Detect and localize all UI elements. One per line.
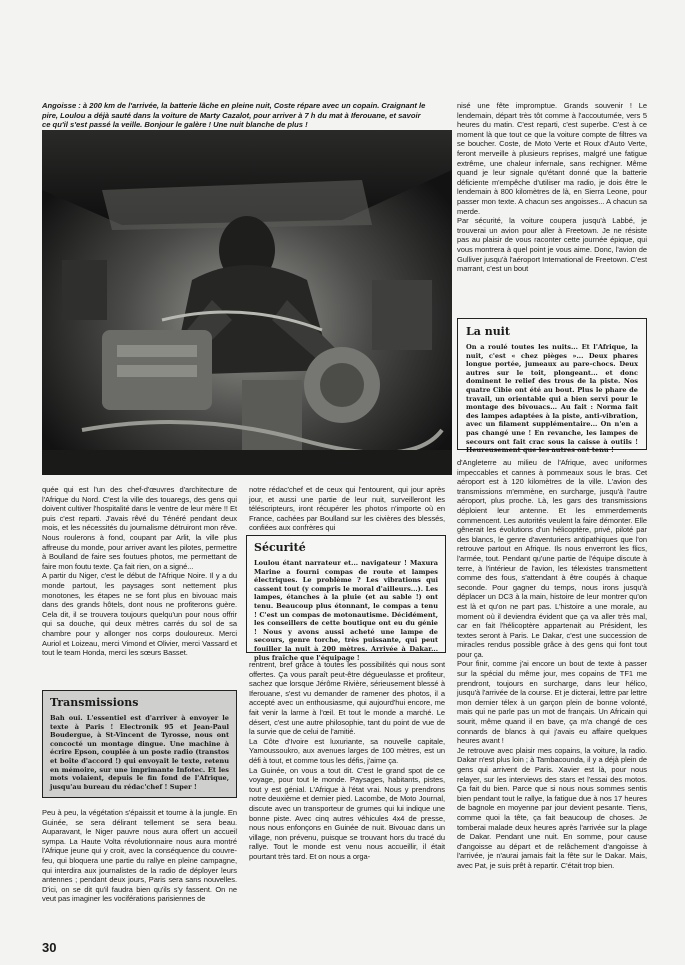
column-1-bottom [42,808,237,904]
right-column-top [457,101,647,274]
body-paragraph: Peu à peu, la végétation s'épaissit et tourne à la jungle. En Guinée, se sera délirant tellement se sera beau. Auparavant, le Niger pauvre nous aura offert un accueil sympa. La Haute Volta révolutionnaire nous aura montré l'Afrique jeune qui y croit, avec la conséquence du couvre-feu, qui bloquera une partie du rallye en pleine campagne, qui interdira aux journalistes de la radio de déployer leurs antennes ; pendant deux jours, Paris sera sans nouvelles. D'ici, on se dit qu'il faudra bien qu'ils s'y fassent. On ne veut pas imaginer les vociférations parisiennes de [42,808,237,904]
body-paragraph: quée qui est l'un des chef-d'œuvres d'architecture de l'Afrique du Nord. C'est la ville des touaregs, des gens qui doivent cultiver l'hospitalité dans le ventre de leur mère !! Et puis c'est reparti. J'avais rêvé du Ténéré pendant deux mois, et les nécessités du journalisme détruiront mon rêve. Nous roulerons à fond, coupant par Arlit, la ville plus affreuse du monde, pour arriver avant les pilotes, permettre à Boulland de faire ses foutues photos, me permettant de faire mon foutu texte. Ça fait rien, on a signé... [42,485,237,571]
body-paragraph: La Côte d'Ivoire est luxuriante, sa nouvelle capitale, Yamoussoukro, aux avenues larges de 100 mètres, est un défi à tout, et comme tous les défis, j'aime ça. [249,736,445,765]
column-2-bottom [249,660,445,861]
body-paragraph: Par sécurité, la voiture coupera jusqu'à Labbé, je trouverai un avion pour aller à Freetown. Je ne résiste pas au plaisir de vous raconter cette journée épique, qui vous montrera à quel point je vous aime. Donc, l'avion de Gulliver jusqu'à l'aéroport International de Freetown. C'est marrant, c'est un bout [457,216,647,274]
engine-repair-photo [42,130,452,475]
box-title: Transmissions [50,696,139,709]
box-body: Loulou étant narrateur et... navigateur ! Maxura Marine a fourni compas de route et lampes électriques. Le problème ? Les vibrations qui cassent tout (y compris le moral d'ailleurs...). Les lampes, étanches à la pluie (et au sable !) ont tenu. Beaucoup plus étonnant, le compas a tenu ! C'est un compas de motonautisme. Décidément, les conseillers de cette boutique ont eu du génie ! Nous y avons aussi acheté une lampe de secours, genre torche, très puissante, qui peut fouiller la nuit à 200 mètres. Arrivée à Dakar... plus fraîche que l'équipage ! [254,559,438,662]
body-paragraph: Pour finir, comme j'ai encore un bout de texte à passer sur la spécial du même jour, mes copains de TF1 me prendront, toujours en surcharge, dans leur hélico, jusqu'à l'arrivée de la course. Et je dicterai, lettre par lettre mon dernier télex à un garçon plein de bonne volonté, mais qui ne parle pas un mot de français. Un Africain qui sourit, même quand il en bave, ça m'a changé de ces connards de blancs à qui j'avais eu affaire quelques heures avant ! [457,659,647,746]
page-number: 30 [42,940,57,955]
body-paragraph: La Guinée, on vous a tout dit. C'est le grand spot de ce voyage, pour tout le monde. Paysages, habitants, pistes, tout y est génial. L'Afrique à l'état vrai. Nous y prendrons notre deuxième et dernier pied. Lacombe, de Moto Journal, discute avec un transporteur de grumes qui lui indique une bonne piste. Avec cinq autres véhicules 4x4 de presse, nous nous enfonçons en Guinée de nuit. Bivouac dans un village, non prévenu, puisque se trouvant hors du tracé du rallye. Tout le monde est venu nous accueillir, il était pourtant très tard. Et on nous a orga- [249,765,445,861]
engine-repair-photo-icon [42,130,452,475]
column-1-upper [42,485,237,658]
box-title: La nuit [466,325,510,338]
body-paragraph: d'Angleterre au milieu de l'Afrique, avec uniformes impeccables et cannes à pommeaux sous le bras. Cet aéroport est à 120 kilomètres de la ville. L'avion des transmissions m'emmène, en surcharge, jusqu'à l'autre aéroport, plus proche. Là, les gars des transmissions déploient leur antenne. Et les emmerdements commencent. Les autorités veulent la faire démonter. Elle gênerait les évolutions d'un hélicoptère, privé, piloté par des blancs, le genre d'aventuriers antipathiques que l'on retrouve partout en Afrique. Ils nous enverront les flics, l'armée, tout. Pendant qu'une partie de l'équipe discute à terre, à l'intérieur de l'avion, les télexistes transmettent comme des fous, s'attendant à être coupés à chaque seconde. Pour gagner du temps, nous irons jusqu'à déplacer un DC3 à la main, histoire de leur montrer qu'on est là et qu'on ne part pas. L'histoire a une morale, au moment où il deviendra évident que ça va aller très mal, car en fait l'hélicoptère appartenait au Président, les textes seront à Paris. Le Dakar, c'est une succession de miracles rendus possible grâce à des gens qui font tout pour ça. [457,458,647,659]
transmissions-box [42,690,237,798]
body-paragraph: notre rédac'chef et de ceux qui l'entourent, qui jour après jour, et aussi une partie de leur nuit, surveilleront les téléscripteurs, iront récupérer les photos n'importe où en France, cachées par Boulland sur les civières des blessés, confiées aux confrères qui [249,485,445,533]
la-nuit-box [457,318,647,455]
securite-box [246,535,446,662]
body-paragraph: nisé une fête impromptue. Grands souvenir ! Le lendemain, départ très tôt comme à l'accoutumée, vers 5 heures du matin. C'est reparti, c'est superbe. C'est à ce moment là que tout ce que la voiture compte de filtres va se boucher. Coste, de Moto Verte et Roux d'Auto Verte, feront merveille à plusieurs reprises, malgré une fatigue extrême, une chaleur infernale, sans rechigner. Même quand je leur signale qu'étant donné que la batterie déficiente m'empêche d'utiliser ma radio, je dois être le lendemain à 800 kilomètres de là, en Sierra Leone, pour passer mon texte. A chacun ses angoisses... A chacun sa merde. [457,101,647,216]
body-paragraph: rentrent, bref grâce à toutes les possibilités qui nous sont offertes. Ça vous paraît peut-être dégueulasse et profiteur, sachez que lorsque Jérôme Rivière, sérieusement blessé à Iferouane, s'est vu demander de ramener des photos, il a accepté avec un enthousiasme, qui aujourd'hui encore, me fait venir la larme à l'œil. Et tout le monde a marché. Le désert, c'est une autre philosophie, tant du point de vue de la survie que de celui de l'amitié. [249,660,445,737]
column-2-upper [249,485,445,533]
column-3-bottom [457,458,647,871]
box-body: On a roulé toutes les nuits... Et l'Afrique, la nuit, c'est « chez pièges »... Deux phares longue portée, jumeaux au pare-chocs. Deux autres sur le toit, plongeant... et donc dominent le relief des trous de la piste. Nos quatre Cibie ont été au bout. Plus le phare de travail, un orientable qui a bien servi pour le montage des bivouacs... Au fait : Norma fait des lampes adaptées à la piste, anti-vibration, avec un filament supplémentaire... On n'en a pas changé une ! En revanche, les lampes de secours ont fait crac sous la caisse à outils ! Heureusement que les autres ont tenu ! [466,343,638,455]
box-title: Sécurité [254,541,306,554]
body-paragraph: Je retrouve avec plaisir mes copains, la voiture, la radio. Dakar n'est plus loin ; à Tambacounda, il y a déjà plein de gens qui arrivent de Paris. Xavier est là, pour nous relayer, sur les interviews des stars et l'essai des motos. Ça fait du bien. Parce que si nous nous sommes sentis bien pendant tout le rallye, la fatigue due à nos 17 heures de bagnole en moyenne par jour devient pesante. Tiens, comme quoi la tête, ça fait beaucoup de choses. Je tomberai malade deux heures après l'arrivée sur la plage de Dakar. Pendant une nuit. En somme, pour cause d'angoisse au départ et de relâchement d'angoisse à l'arrivée, je n'aurai jamais fait la fête sur le Dakar. Mais, avec Pat, je suis prêt à repartir. C'était trop bien. [457,745,647,870]
photo-caption: Angoisse : à 200 km de l'arrivée, la batterie lâche en pleine nuit, Coste répare avec un copain. Craignant le pire, Loulou a déjà sauté dans la voiture de Marty Cazalot, pour arriver à 7 h du mat à Iferouane, et savoir ce qu'il s'est passé la veille. Bonjour le galère ! Une nuit blanche de plus ! [42,101,426,130]
box-body: Bah oui. L'essentiel est d'arriver à envoyer le texte à Paris ! Electronik 95 et Jean-Paul Boudergue, à St-Vincent de Tyrosse, nous ont concocté un montage dingue. Une machine à écrire Epson, couplée à un poste radio (transtos et boîte d'accord !) qui envoyait le texte, retenu en mémoire, sur une imprimante Infotec. Et les mots volaient, depuis le fin fond de l'Afrique, jusqu'au bureau du rédac'chef ! Super ! [50,714,229,791]
body-paragraph: A partir du Niger, c'est le début de l'Afrique Noire. Il y a du monde partout, les paysages sont nettement plus monotones, les étapes ne se font plus en bivouac mais dans des grands hôtels, dont nous ne profiterons guère. Cela dit, il se trouvera toujours quelqu'un pour nous offrir qui sa douche, qui deux mètres carrés du sol de sa chambre pour y allonger nos corps douloureux. Merci Auriol et Loizeau, merci Vimond et Olivier, merci Vassard et tout le team Honda, merci les sœurs Basset. [42,571,237,658]
